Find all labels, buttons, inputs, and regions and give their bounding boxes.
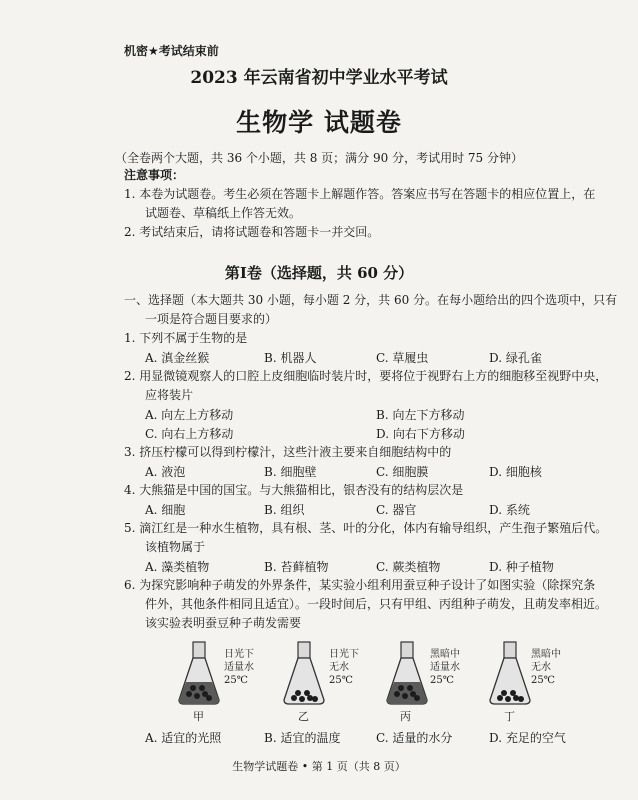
option-a: A. 向左上方移动 [145,408,234,422]
option-c: C. 适量的水分 [376,731,453,745]
flask-ding [487,640,533,706]
water-condition: 无水 [531,662,551,673]
flask-bing [384,640,430,706]
option-b: B. 组织 [264,503,305,517]
light-condition: 黑暗中 [531,649,561,660]
flask-name: 甲 [193,710,204,723]
question-stem: 1. 下列不属于生物的是 [124,331,248,345]
subject-title: 生物学 试题卷 [236,108,402,137]
water-condition: 适量水 [430,662,460,673]
option-c: C. 向右上方移动 [145,427,234,441]
temperature-condition: 25℃ [329,675,353,686]
section-intro: 一项是符合题目要求的） [145,312,278,326]
question-stem: 该实验表明蚕豆种子萌发需要 [145,616,302,630]
note-line: 1. 本卷为试题卷。考生必须在答题卡上解题作答。答案应书写在答题卡的相应位置上，在 [124,187,596,201]
question-stem: 2. 用显微镜观察人的口腔上皮细胞临时装片时，要将位于视野右上方的细胞移至视野中央， [124,369,608,383]
flask-yi [281,640,327,706]
question-stem: 6. 为探究影响种子萌发的外界条件，某实验小组利用蚕豆种子设计了如图实验（除探究条 [124,578,596,592]
temperature-condition: 25℃ [531,675,555,686]
option-c: C. 细胞膜 [376,465,429,479]
question-stem: 4. 大熊猫是中国的国宝。与大熊猫相比，银杏没有的结构层次是 [124,483,464,497]
flask-jia [176,640,222,706]
option-d: D. 向右下方移动 [376,427,465,441]
flask-name: 丙 [400,710,411,723]
option-d: D. 充足的空气 [489,731,566,745]
option-c: C. 器官 [376,503,417,517]
temperature-condition: 25℃ [430,675,454,686]
option-a: A. 滇金丝猴 [145,351,210,365]
light-condition: 日光下 [329,649,359,660]
flask-conditions [224,648,254,687]
question-stem: 应将装片 [145,388,194,402]
flask-name: 乙 [298,710,309,723]
section-title: 第Ⅰ卷（选择题，共 60 分） [224,264,414,282]
question-stem: 3. 挤压柠檬可以得到柠檬汁，这些汁液主要来自细胞结构中的 [124,445,452,459]
option-b: B. 向左下方移动 [376,408,465,422]
option-a: A. 藻类植物 [145,560,210,574]
flask-conditions [329,648,359,687]
option-b: B. 适宜的温度 [264,731,341,745]
option-b: B. 细胞壁 [264,465,317,479]
option-b: B. 机器人 [264,351,317,365]
option-c: C. 草履虫 [376,351,429,365]
flask-conditions [430,648,460,687]
light-condition: 黑暗中 [430,649,460,660]
option-a: A. 细胞 [145,503,186,517]
question-stem: 该植物属于 [145,540,206,554]
flask-conditions [531,648,561,687]
exam-title: 2023 年云南省初中学业水平考试 [190,68,448,88]
temperature-condition: 25℃ [224,675,248,686]
option-c: C. 蕨类植物 [376,560,441,574]
option-d: D. 绿孔雀 [489,351,542,365]
page-footer: 生物学试题卷 • 第 1 页（共 8 页） [232,760,406,773]
light-condition: 日光下 [224,649,254,660]
option-d: D. 系统 [489,503,530,517]
note-line: 试题卷、草稿纸上作答无效。 [145,206,302,220]
exam-info: （全卷两个大题，共 36 个小题，共 8 页；满分 90 分，考试用时 75 分钟） [115,151,523,165]
flask-name: 丁 [504,710,515,723]
note-line: 2. 考试结束后，请将试题卷和答题卡一并交回。 [124,225,380,239]
option-d: D. 细胞核 [489,465,542,479]
confidential-mark: 机密★考试结束前 [124,44,219,58]
notes-heading: 注意事项： [124,168,185,182]
question-stem: 5. 滴江红是一种水生植物，具有根、茎、叶的分化，体内有输导组织，产生孢子繁殖后代。 [124,521,608,535]
water-condition: 无水 [329,662,349,673]
section-intro: 一、选择题（本大题共 30 小题，每小题 2 分，共 60 分。在每小题给出的四个选项中，只有 [124,293,618,307]
option-a: A. 液泡 [145,465,186,479]
option-b: B. 苔藓植物 [264,560,329,574]
option-a: A. 适宜的光照 [145,731,222,745]
option-d: D. 种子植物 [489,560,554,574]
question-stem: 件外，其他条件相同且适宜）。一段时间后，只有甲组、丙组种子萌发，且萌发率相近。 [145,597,608,611]
water-condition: 适量水 [224,662,254,673]
